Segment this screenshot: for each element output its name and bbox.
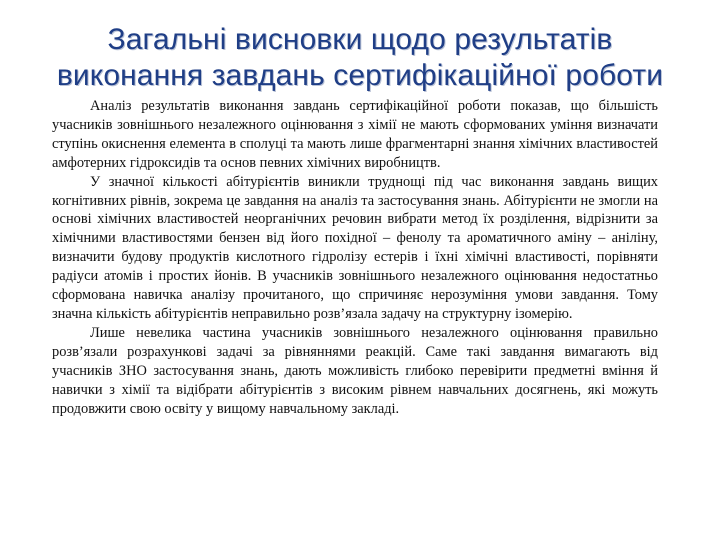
slide-title-line-2: виконання завдань сертифікаційної роботи: [56, 59, 664, 92]
slide-title: [10, 22, 710, 94]
paragraph-difficulties: У значної кількості абітурієнтів виникли труднощі під час виконання завдань вищих когнітивних рівнів, зокрема це завдання на аналіз та застосування знань. Абітурієнти не змогли на основі хімічних властивостей неорганічних речовин вибрати метод їх розділення, відрізнити за хімічними властивостями бензен від його похідної – фенолу та ароматичного аміну – аніліну, визначити будову продуктів кислотного гідролізу естерів і їхні хімічні властивості, порівняти радіуси атомів і простих йонів. В учасників зовнішнього незалежного оцінювання недостатньо сформована навичка аналізу прочитаного, що спричиняє нерозуміння умови завдання. Тому значна кількість абітурієнтів неправильно розв’язала задачу на структурну ізомерію.: [52, 173, 658, 322]
slide-title-line-1: Загальні висновки щодо результатів: [107, 23, 613, 56]
paragraph-analysis-summary: Аналіз результатів виконання завдань сертифікаційної роботи показав, що більшість учасників зовнішнього незалежного оцінювання з хімії не мають сформованих уміння визначати ступінь окиснення елемента в сполуці та мають лише фрагментарні знання хімічних властивостей амфотерних гідроксидів та основ певних хімічних виробництв.: [52, 98, 658, 171]
paragraph-calculation-tasks: Лише невелика частина учасників зовнішнього незалежного оцінювання правильно розв’язали розрахункові задачі за рівняннями реакцій. Саме такі завдання вимагають від учасників ЗНО застосування знань, дають можливість глибоко перевірити предметні вміння й навички з хімії та відібрати абітурієнтів з високим рівнем навчальних досягнень, які можуть продовжити свою освіту у вищому навчальному закладі.: [52, 324, 658, 417]
slide-body-text: [52, 97, 658, 418]
